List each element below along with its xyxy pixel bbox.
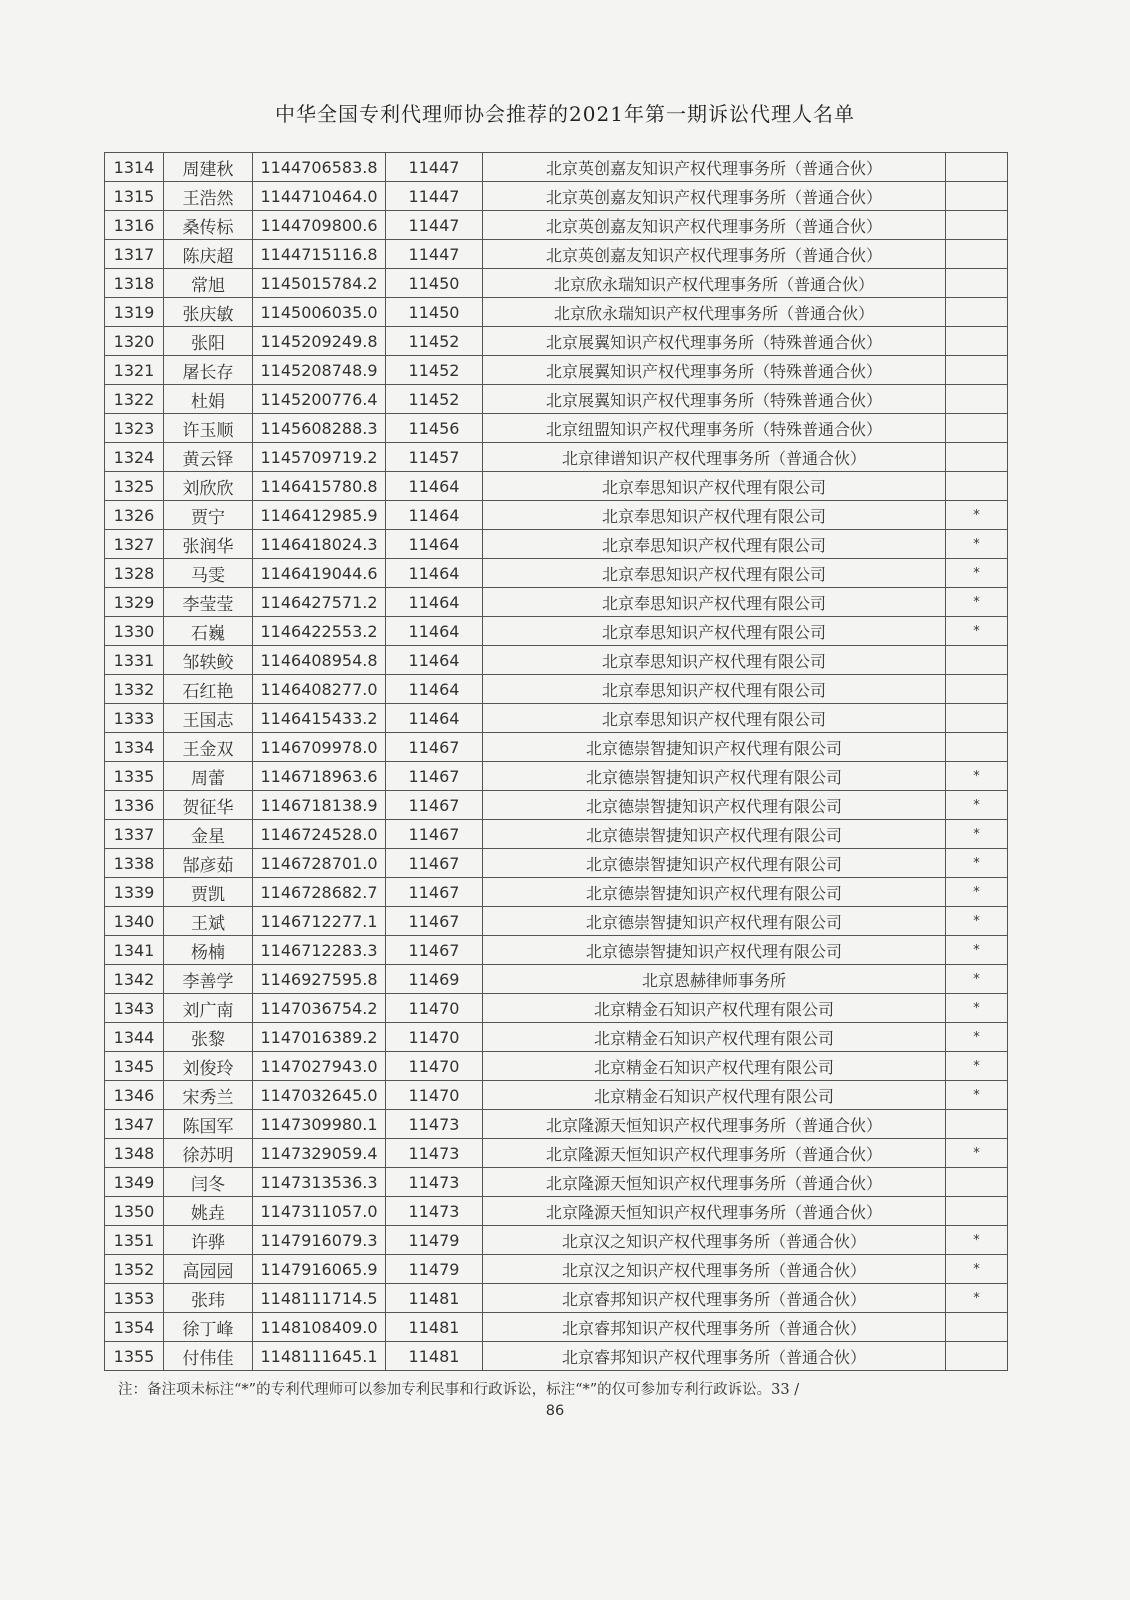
agency-code: 11450 (386, 298, 483, 327)
agent-name: 张玮 (164, 1284, 253, 1313)
agency-code: 11464 (386, 530, 483, 559)
row-number: 1318 (105, 269, 164, 298)
agency-code: 11464 (386, 646, 483, 675)
agency-code: 11464 (386, 704, 483, 733)
table-row (105, 820, 1008, 849)
certificate-number: 1144710464.0 (253, 182, 386, 211)
agency-code: 11464 (386, 559, 483, 588)
agent-name: 许骅 (164, 1226, 253, 1255)
agency-code: 11479 (386, 1226, 483, 1255)
row-number: 1340 (105, 907, 164, 936)
agent-name: 张润华 (164, 530, 253, 559)
agent-name: 姚垚 (164, 1197, 253, 1226)
remark-mark: * (946, 878, 1008, 907)
agent-name: 张庆敏 (164, 298, 253, 327)
agency-name: 北京德崇智捷知识产权代理有限公司 (483, 907, 946, 936)
row-number: 1353 (105, 1284, 164, 1313)
certificate-number: 1146718963.6 (253, 762, 386, 791)
agency-name: 北京奉思知识产权代理有限公司 (483, 472, 946, 501)
agency-name: 北京展翼知识产权代理事务所（特殊普通合伙） (483, 385, 946, 414)
certificate-number: 1146927595.8 (253, 965, 386, 994)
row-number: 1320 (105, 327, 164, 356)
row-number: 1319 (105, 298, 164, 327)
row-number: 1350 (105, 1197, 164, 1226)
agency-name: 北京隆源天恒知识产权代理事务所（普通合伙） (483, 1139, 946, 1168)
agent-name: 贾凯 (164, 878, 253, 907)
row-number: 1346 (105, 1081, 164, 1110)
row-number: 1330 (105, 617, 164, 646)
certificate-number: 1146408954.8 (253, 646, 386, 675)
certificate-number: 1147032645.0 (253, 1081, 386, 1110)
row-number: 1325 (105, 472, 164, 501)
row-number: 1348 (105, 1139, 164, 1168)
agency-name: 北京德崇智捷知识产权代理有限公司 (483, 791, 946, 820)
certificate-number: 1144715116.8 (253, 240, 386, 269)
table-row (105, 530, 1008, 559)
certificate-number: 1145006035.0 (253, 298, 386, 327)
certificate-number: 1148111714.5 (253, 1284, 386, 1313)
agency-name: 北京纽盟知识产权代理事务所（特殊普通合伙） (483, 414, 946, 443)
agency-name: 北京隆源天恒知识产权代理事务所（普通合伙） (483, 1168, 946, 1197)
agent-name: 刘俊玲 (164, 1052, 253, 1081)
remark-mark (946, 1313, 1008, 1342)
agency-name: 北京奉思知识产权代理有限公司 (483, 675, 946, 704)
agency-code: 11467 (386, 936, 483, 965)
agency-code: 11464 (386, 588, 483, 617)
certificate-number: 1145709719.2 (253, 443, 386, 472)
agency-name: 北京睿邦知识产权代理事务所（普通合伙） (483, 1313, 946, 1342)
table-row (105, 1342, 1008, 1371)
agent-name: 常旭 (164, 269, 253, 298)
table-row (105, 878, 1008, 907)
remark-mark (946, 733, 1008, 762)
agent-name: 马雯 (164, 559, 253, 588)
remark-mark (946, 1110, 1008, 1139)
agency-code: 11457 (386, 443, 483, 472)
agency-name: 北京汉之知识产权代理事务所（普通合伙） (483, 1226, 946, 1255)
remark-mark: * (946, 936, 1008, 965)
remark-mark (946, 646, 1008, 675)
table-row (105, 704, 1008, 733)
certificate-number: 1147916079.3 (253, 1226, 386, 1255)
agency-name: 北京奉思知识产权代理有限公司 (483, 617, 946, 646)
certificate-number: 1147027943.0 (253, 1052, 386, 1081)
page-total: 86 (545, 1403, 565, 1419)
table-row (105, 269, 1008, 298)
agent-name: 徐苏明 (164, 1139, 253, 1168)
table-row (105, 1052, 1008, 1081)
remark-mark: * (946, 1255, 1008, 1284)
agency-name: 北京英创嘉友知识产权代理事务所（普通合伙） (483, 211, 946, 240)
table-row (105, 849, 1008, 878)
certificate-number: 1148111645.1 (253, 1342, 386, 1371)
table-row (105, 1110, 1008, 1139)
remark-mark: * (946, 965, 1008, 994)
agency-name: 北京英创嘉友知识产权代理事务所（普通合伙） (483, 153, 946, 182)
agency-name: 北京英创嘉友知识产权代理事务所（普通合伙） (483, 182, 946, 211)
certificate-number: 1146427571.2 (253, 588, 386, 617)
agent-name: 王国志 (164, 704, 253, 733)
agent-name: 周蕾 (164, 762, 253, 791)
table-row (105, 1139, 1008, 1168)
agency-code: 11473 (386, 1197, 483, 1226)
page-title: 中华全国专利代理师协会推荐的2021年第一期诉讼代理人名单 (275, 102, 855, 126)
table-row (105, 240, 1008, 269)
agency-code: 11464 (386, 501, 483, 530)
row-number: 1341 (105, 936, 164, 965)
agent-name: 桑传标 (164, 211, 253, 240)
remark-mark: * (946, 501, 1008, 530)
agency-code: 11467 (386, 762, 483, 791)
remark-mark: * (946, 994, 1008, 1023)
remark-mark: * (946, 617, 1008, 646)
table-row (105, 472, 1008, 501)
agency-name: 北京律谱知识产权代理事务所（普通合伙） (483, 443, 946, 472)
certificate-number: 1146418024.3 (253, 530, 386, 559)
certificate-number: 1147311057.0 (253, 1197, 386, 1226)
row-number: 1336 (105, 791, 164, 820)
agent-name: 张阳 (164, 327, 253, 356)
certificate-number: 1145209249.8 (253, 327, 386, 356)
agency-code: 11481 (386, 1342, 483, 1371)
agency-name: 北京精金石知识产权代理有限公司 (483, 1052, 946, 1081)
remark-mark: * (946, 762, 1008, 791)
agency-name: 北京德崇智捷知识产权代理有限公司 (483, 849, 946, 878)
remark-mark: * (946, 530, 1008, 559)
agent-name: 邹轶鲛 (164, 646, 253, 675)
agency-name: 北京德崇智捷知识产权代理有限公司 (483, 936, 946, 965)
certificate-number: 1147036754.2 (253, 994, 386, 1023)
agent-name: 陈庆超 (164, 240, 253, 269)
agency-name: 北京奉思知识产权代理有限公司 (483, 646, 946, 675)
remark-mark (946, 675, 1008, 704)
agency-name: 北京精金石知识产权代理有限公司 (483, 1023, 946, 1052)
agency-name: 北京展翼知识产权代理事务所（特殊普通合伙） (483, 327, 946, 356)
remark-mark: * (946, 820, 1008, 849)
table-row (105, 1197, 1008, 1226)
row-number: 1352 (105, 1255, 164, 1284)
certificate-number: 1146724528.0 (253, 820, 386, 849)
table-row (105, 907, 1008, 936)
table-row (105, 1168, 1008, 1197)
agency-code: 11470 (386, 1081, 483, 1110)
row-number: 1337 (105, 820, 164, 849)
certificate-number: 1146712277.1 (253, 907, 386, 936)
agent-table (104, 152, 1008, 1371)
row-number: 1351 (105, 1226, 164, 1255)
agency-name: 北京展翼知识产权代理事务所（特殊普通合伙） (483, 356, 946, 385)
agent-name: 刘广南 (164, 994, 253, 1023)
agency-name: 北京睿邦知识产权代理事务所（普通合伙） (483, 1342, 946, 1371)
agent-name: 周建秋 (164, 153, 253, 182)
agent-name: 王金双 (164, 733, 253, 762)
certificate-number: 1145200776.4 (253, 385, 386, 414)
agency-code: 11479 (386, 1255, 483, 1284)
table-row (105, 182, 1008, 211)
row-number: 1314 (105, 153, 164, 182)
row-number: 1326 (105, 501, 164, 530)
agency-name: 北京奉思知识产权代理有限公司 (483, 530, 946, 559)
agency-code: 11481 (386, 1313, 483, 1342)
agency-name: 北京奉思知识产权代理有限公司 (483, 704, 946, 733)
agent-name: 屠长存 (164, 356, 253, 385)
row-number: 1345 (105, 1052, 164, 1081)
remark-mark (946, 327, 1008, 356)
agency-code: 11467 (386, 820, 483, 849)
agency-name: 北京德崇智捷知识产权代理有限公司 (483, 733, 946, 762)
table-row (105, 617, 1008, 646)
agency-code: 11473 (386, 1110, 483, 1139)
remark-mark (946, 240, 1008, 269)
agent-name: 付伟佳 (164, 1342, 253, 1371)
agency-name: 北京德崇智捷知识产权代理有限公司 (483, 878, 946, 907)
certificate-number: 1146419044.6 (253, 559, 386, 588)
agency-code: 11473 (386, 1168, 483, 1197)
remark-mark: * (946, 1052, 1008, 1081)
table-row (105, 965, 1008, 994)
remark-mark (946, 153, 1008, 182)
table-row (105, 1313, 1008, 1342)
row-number: 1317 (105, 240, 164, 269)
table-row (105, 994, 1008, 1023)
remark-mark: * (946, 1226, 1008, 1255)
agent-table-body (105, 153, 1008, 1371)
row-number: 1333 (105, 704, 164, 733)
row-number: 1315 (105, 182, 164, 211)
table-row (105, 559, 1008, 588)
agency-code: 11473 (386, 1139, 483, 1168)
certificate-number: 1146415780.8 (253, 472, 386, 501)
remark-mark (946, 472, 1008, 501)
row-number: 1323 (105, 414, 164, 443)
table-row (105, 211, 1008, 240)
certificate-number: 1147016389.2 (253, 1023, 386, 1052)
agent-name: 王浩然 (164, 182, 253, 211)
row-number: 1347 (105, 1110, 164, 1139)
agency-code: 11481 (386, 1284, 483, 1313)
table-row (105, 385, 1008, 414)
certificate-number: 1145608288.3 (253, 414, 386, 443)
remark-mark (946, 385, 1008, 414)
row-number: 1335 (105, 762, 164, 791)
certificate-number: 1146422553.2 (253, 617, 386, 646)
agency-name: 北京欣永瑞知识产权代理事务所（普通合伙） (483, 298, 946, 327)
agent-name: 刘欣欣 (164, 472, 253, 501)
remark-mark: * (946, 588, 1008, 617)
agent-name: 徐丁峰 (164, 1313, 253, 1342)
row-number: 1329 (105, 588, 164, 617)
certificate-number: 1148108409.0 (253, 1313, 386, 1342)
table-row (105, 501, 1008, 530)
remark-mark: * (946, 559, 1008, 588)
row-number: 1334 (105, 733, 164, 762)
agent-name: 杨楠 (164, 936, 253, 965)
table-row (105, 762, 1008, 791)
agency-code: 11464 (386, 675, 483, 704)
table-row (105, 153, 1008, 182)
table-row (105, 1081, 1008, 1110)
agent-name: 杜娟 (164, 385, 253, 414)
row-number: 1338 (105, 849, 164, 878)
agency-code: 11447 (386, 182, 483, 211)
certificate-number: 1147309980.1 (253, 1110, 386, 1139)
agency-name: 北京汉之知识产权代理事务所（普通合伙） (483, 1255, 946, 1284)
remark-mark: * (946, 1023, 1008, 1052)
row-number: 1331 (105, 646, 164, 675)
certificate-number: 1147329059.4 (253, 1139, 386, 1168)
table-row (105, 1226, 1008, 1255)
agent-name: 李善学 (164, 965, 253, 994)
certificate-number: 1146728682.7 (253, 878, 386, 907)
certificate-number: 1146709978.0 (253, 733, 386, 762)
agency-name: 北京奉思知识产权代理有限公司 (483, 501, 946, 530)
table-row (105, 936, 1008, 965)
agency-code: 11470 (386, 994, 483, 1023)
agency-name: 北京英创嘉友知识产权代理事务所（普通合伙） (483, 240, 946, 269)
agent-name: 闫冬 (164, 1168, 253, 1197)
agency-name: 北京欣永瑞知识产权代理事务所（普通合伙） (483, 269, 946, 298)
remark-mark (946, 1168, 1008, 1197)
certificate-number: 1145208748.9 (253, 356, 386, 385)
remark-mark (946, 182, 1008, 211)
row-number: 1344 (105, 1023, 164, 1052)
row-number: 1355 (105, 1342, 164, 1371)
table-row (105, 1023, 1008, 1052)
agency-name: 北京精金石知识产权代理有限公司 (483, 1081, 946, 1110)
row-number: 1328 (105, 559, 164, 588)
agency-code: 11456 (386, 414, 483, 443)
agency-name: 北京奉思知识产权代理有限公司 (483, 588, 946, 617)
agency-code: 11464 (386, 617, 483, 646)
certificate-number: 1146408277.0 (253, 675, 386, 704)
agent-name: 郜彦茹 (164, 849, 253, 878)
table-row (105, 443, 1008, 472)
agency-code: 11467 (386, 878, 483, 907)
agent-name: 石红艳 (164, 675, 253, 704)
remark-mark (946, 414, 1008, 443)
agent-name: 许玉顺 (164, 414, 253, 443)
table-row (105, 1255, 1008, 1284)
agent-name: 黄云铎 (164, 443, 253, 472)
remark-mark (946, 1342, 1008, 1371)
agent-name: 宋秀兰 (164, 1081, 253, 1110)
remark-mark (946, 704, 1008, 733)
agency-code: 11452 (386, 327, 483, 356)
agent-name: 张黎 (164, 1023, 253, 1052)
remark-mark: * (946, 1081, 1008, 1110)
agency-name: 北京睿邦知识产权代理事务所（普通合伙） (483, 1284, 946, 1313)
table-row (105, 588, 1008, 617)
agency-code: 11469 (386, 965, 483, 994)
agent-name: 陈国军 (164, 1110, 253, 1139)
agency-name: 北京德崇智捷知识产权代理有限公司 (483, 762, 946, 791)
certificate-number: 1146415433.2 (253, 704, 386, 733)
table-row (105, 298, 1008, 327)
remark-mark: * (946, 791, 1008, 820)
remark-mark: * (946, 1139, 1008, 1168)
agency-name: 北京奉思知识产权代理有限公司 (483, 559, 946, 588)
row-number: 1343 (105, 994, 164, 1023)
remark-mark: * (946, 849, 1008, 878)
row-number: 1332 (105, 675, 164, 704)
table-row (105, 414, 1008, 443)
certificate-number: 1146712283.3 (253, 936, 386, 965)
certificate-number: 1146718138.9 (253, 791, 386, 820)
agency-code: 11447 (386, 240, 483, 269)
certificate-number: 1145015784.2 (253, 269, 386, 298)
remark-mark (946, 269, 1008, 298)
agent-name: 贺征华 (164, 791, 253, 820)
remark-mark (946, 211, 1008, 240)
row-number: 1342 (105, 965, 164, 994)
table-row (105, 356, 1008, 385)
agent-name: 贾宁 (164, 501, 253, 530)
agency-code: 11467 (386, 849, 483, 878)
certificate-number: 1146728701.0 (253, 849, 386, 878)
table-row (105, 1284, 1008, 1313)
remark-mark (946, 443, 1008, 472)
agency-code: 11447 (386, 211, 483, 240)
row-number: 1324 (105, 443, 164, 472)
agency-code: 11447 (386, 153, 483, 182)
certificate-number: 1147313536.3 (253, 1168, 386, 1197)
row-number: 1322 (105, 385, 164, 414)
agent-name: 石巍 (164, 617, 253, 646)
agency-name: 北京恩赫律师事务所 (483, 965, 946, 994)
agency-code: 11452 (386, 385, 483, 414)
agency-code: 11470 (386, 1023, 483, 1052)
agency-name: 北京隆源天恒知识产权代理事务所（普通合伙） (483, 1197, 946, 1226)
agency-name: 北京德崇智捷知识产权代理有限公司 (483, 820, 946, 849)
remark-mark: * (946, 907, 1008, 936)
row-number: 1321 (105, 356, 164, 385)
agent-name: 高园园 (164, 1255, 253, 1284)
table-row (105, 791, 1008, 820)
table-row (105, 646, 1008, 675)
table-row (105, 327, 1008, 356)
agent-name: 金星 (164, 820, 253, 849)
agent-name: 王斌 (164, 907, 253, 936)
row-number: 1349 (105, 1168, 164, 1197)
row-number: 1327 (105, 530, 164, 559)
certificate-number: 1144706583.8 (253, 153, 386, 182)
agency-code: 11467 (386, 907, 483, 936)
agency-code: 11452 (386, 356, 483, 385)
agency-code: 11450 (386, 269, 483, 298)
remark-mark: * (946, 1284, 1008, 1313)
agency-code: 11467 (386, 791, 483, 820)
footnote: 注：备注项未标注“*”的专利代理师可以参加专利民事和行政诉讼，标注“*”的仅可参加专利行政诉讼。33 / (118, 1382, 800, 1398)
certificate-number: 1144709800.6 (253, 211, 386, 240)
agency-name: 北京隆源天恒知识产权代理事务所（普通合伙） (483, 1110, 946, 1139)
agency-name: 北京精金石知识产权代理有限公司 (483, 994, 946, 1023)
agency-code: 11470 (386, 1052, 483, 1081)
row-number: 1339 (105, 878, 164, 907)
certificate-number: 1147916065.9 (253, 1255, 386, 1284)
remark-mark (946, 298, 1008, 327)
remark-mark (946, 356, 1008, 385)
agency-code: 11464 (386, 472, 483, 501)
row-number: 1354 (105, 1313, 164, 1342)
row-number: 1316 (105, 211, 164, 240)
agency-code: 11467 (386, 733, 483, 762)
remark-mark (946, 1197, 1008, 1226)
table-row (105, 675, 1008, 704)
agent-name: 李莹莹 (164, 588, 253, 617)
certificate-number: 1146412985.9 (253, 501, 386, 530)
table-row (105, 733, 1008, 762)
